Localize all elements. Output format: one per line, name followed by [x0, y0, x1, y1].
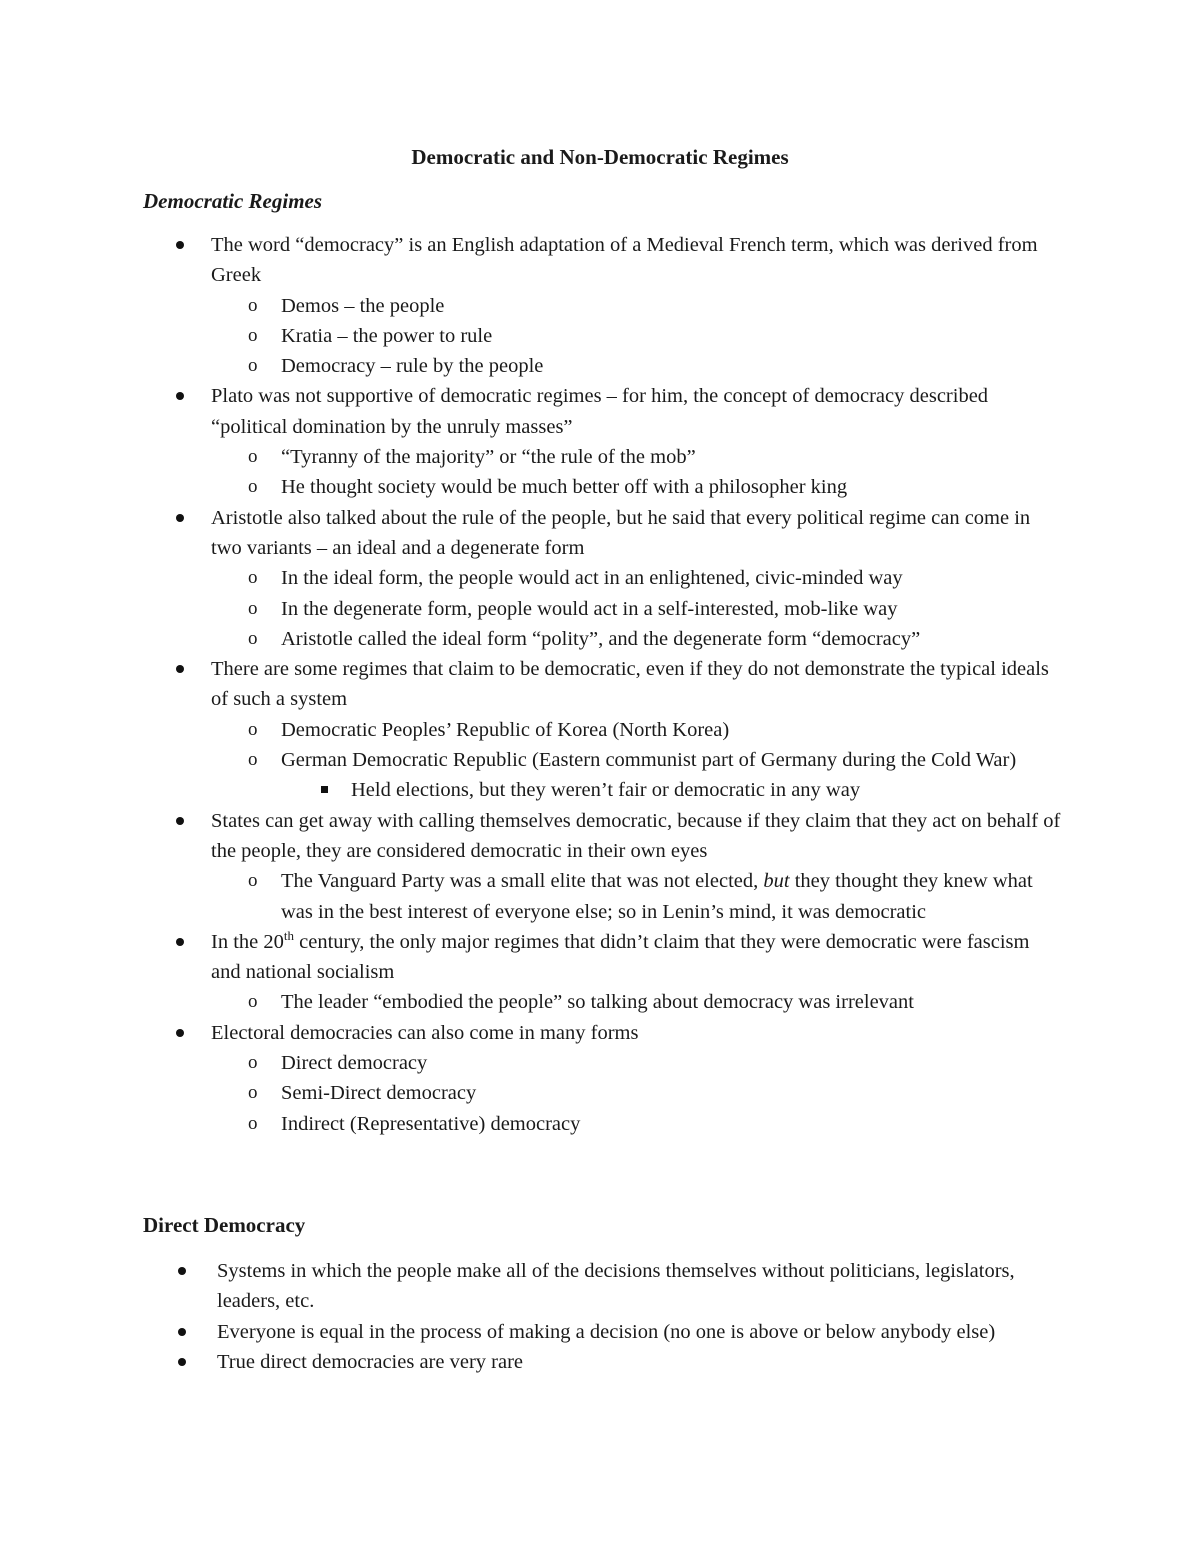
sub-list-item	[211, 442, 1063, 472]
circle-bullet-icon: o	[248, 1052, 258, 1074]
circle-bullet-icon: o	[248, 446, 258, 468]
sub-list-item-text: Semi-Direct democracy	[281, 1082, 477, 1105]
sub-sub-list	[281, 775, 1063, 805]
circle-bullet-icon: o	[248, 749, 258, 771]
ordinal-superscript: th	[283, 928, 294, 943]
sub-sub-list-item	[281, 775, 1063, 805]
bullet-icon	[176, 665, 184, 673]
sub-list-item	[211, 1109, 1063, 1139]
bullet-icon	[176, 392, 184, 400]
sub-list-item	[211, 594, 1063, 624]
sub-list-item-text: Aristotle called the ideal form “polity”, and the degenerate form “democracy”	[281, 627, 921, 650]
sub-list-item	[211, 1078, 1063, 1108]
sub-list-item-text-end: they thought they knew what was in the best interest of everyone else; so in Lenin’s mind, it was democratic	[281, 870, 1033, 923]
bullet-icon	[178, 1358, 186, 1366]
sub-list-item	[211, 321, 1063, 351]
circle-bullet-icon: o	[248, 476, 258, 498]
list-item	[143, 503, 1063, 654]
sub-list-item	[211, 624, 1063, 654]
sub-list-item-text: The leader “embodied the people” so talking about democracy was irrelevant	[281, 991, 914, 1014]
circle-bullet-icon: o	[248, 324, 258, 346]
sub-list-item-text: Direct democracy	[281, 1052, 428, 1075]
circle-bullet-icon: o	[248, 991, 258, 1013]
circle-bullet-icon: o	[248, 627, 258, 649]
sub-list-item-text: “Tyranny of the majority” or “the rule of the mob”	[281, 446, 696, 469]
list-item	[143, 1347, 1063, 1377]
bullet-icon	[176, 514, 184, 522]
list-item	[143, 654, 1063, 805]
list-item	[143, 927, 1063, 1018]
list-item	[143, 381, 1063, 502]
sub-list-item-text: He thought society would be much better off with a philosopher king	[281, 476, 848, 499]
list-item	[143, 1317, 1063, 1347]
sub-list-item	[211, 351, 1063, 381]
list-item-text: True direct democracies are very rare	[217, 1350, 524, 1373]
sub-list-item-text: Kratia – the power to rule	[281, 324, 493, 347]
sub-list-item-text-start: The Vanguard Party was a small elite that was not elected,	[281, 870, 764, 893]
list-item-text-end: century, the only major regimes that didn’t claim that they were democratic were fascism and national socialism	[211, 930, 1030, 984]
sub-list-item-text: In the ideal form, the people would act in an enlightened, civic-minded way	[281, 567, 903, 590]
sub-list-item	[211, 1048, 1063, 1078]
sub-list	[211, 987, 1063, 1017]
list-item-text: Aristotle also talked about the rule of the people, but he said that every political regime can come in two variants – an ideal and a degenerate form	[211, 506, 1031, 559]
democratic-regimes-list	[143, 230, 1063, 1139]
bullet-icon	[178, 1267, 186, 1275]
sub-list	[211, 715, 1063, 806]
list-item	[143, 1018, 1063, 1139]
bullet-icon	[176, 1029, 184, 1037]
bullet-icon	[176, 938, 184, 946]
list-item-text: Systems in which the people make all of the decisions themselves without politicians, legislators, leaders, etc.	[217, 1260, 1015, 1313]
sub-list	[211, 866, 1063, 927]
emphasis-text: but	[763, 870, 790, 893]
list-item-text-start: In the 20	[211, 930, 284, 953]
sub-list-item-text: Democratic Peoples’ Republic of Korea (North Korea)	[281, 718, 730, 741]
list-item-text: Electoral democracies can also come in many forms	[211, 1021, 639, 1044]
sub-list-item	[211, 715, 1063, 745]
circle-bullet-icon: o	[248, 870, 258, 892]
list-item	[143, 806, 1063, 927]
bullet-icon	[176, 241, 184, 249]
bullet-icon	[176, 817, 184, 825]
circle-bullet-icon: o	[248, 597, 258, 619]
list-item-text: States can get away with calling themselves democratic, because if they claim that they act on behalf of the people, they are considered democratic in their own eyes	[211, 809, 1061, 862]
sub-list-item-text: German Democratic Republic (Eastern communist part of Germany during the Cold War)	[281, 749, 1017, 772]
circle-bullet-icon: o	[248, 1112, 258, 1134]
document-title: Democratic and Non-Democratic Regimes	[411, 145, 789, 169]
circle-bullet-icon: o	[248, 294, 258, 316]
list-item-text: Everyone is equal in the process of making a decision (no one is above or below anybody else)	[217, 1320, 996, 1343]
list-item-text: Plato was not supportive of democratic regimes – for him, the concept of democracy described “political domination by the unruly masses”	[211, 385, 989, 438]
sub-list-item-text: Demos – the people	[281, 294, 445, 317]
list-item-text	[211, 928, 1030, 984]
sub-sub-list-item-text: Held elections, but they weren’t fair or democratic in any way	[351, 779, 861, 802]
list-item-text: There are some regimes that claim to be democratic, even if they do not demonstrate the typical ideals of such a system	[211, 658, 1049, 711]
circle-bullet-icon: o	[248, 567, 258, 589]
sub-list-item	[211, 563, 1063, 593]
list-item	[143, 230, 1063, 381]
sub-list-item	[211, 866, 1063, 927]
list-item	[143, 1256, 1063, 1317]
sub-list-item-text: In the degenerate form, people would act in a self-interested, mob-like way	[281, 597, 898, 620]
bullet-icon	[178, 1328, 186, 1336]
sub-list	[211, 563, 1063, 654]
section-heading-direct-democracy: Direct Democracy	[143, 1213, 306, 1237]
circle-bullet-icon: o	[248, 355, 258, 377]
sub-list	[211, 442, 1063, 503]
list-item-text: The word “democracy” is an English adaptation of a Medieval French term, which was derived from Greek	[211, 234, 1038, 287]
direct-democracy-list	[143, 1256, 1063, 1377]
sub-list-item	[211, 291, 1063, 321]
circle-bullet-icon: o	[248, 1082, 258, 1104]
sub-list-item-text: Indirect (Representative) democracy	[281, 1112, 581, 1135]
circle-bullet-icon: o	[248, 718, 258, 740]
sub-list-item-text: Democracy – rule by the people	[281, 355, 544, 378]
sub-list	[211, 291, 1063, 382]
square-bullet-icon	[321, 786, 328, 793]
sub-list-item	[211, 472, 1063, 502]
section-heading-democratic-regimes: Democratic Regimes	[143, 189, 323, 213]
sub-list-item	[211, 987, 1063, 1017]
sub-list-item	[211, 745, 1063, 806]
sub-list	[211, 1048, 1063, 1139]
